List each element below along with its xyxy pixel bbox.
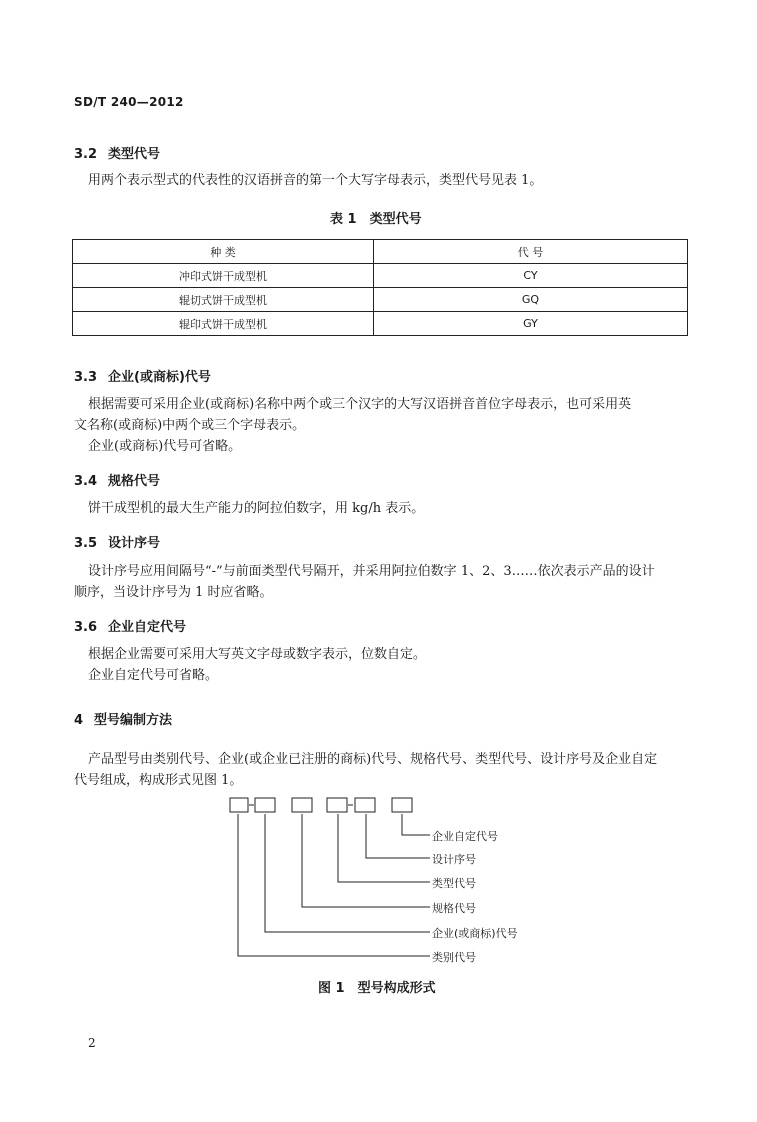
section-3-5-heading <box>74 532 160 551</box>
diagram-label-enterprise-custom: 企业自定代号 <box>432 830 498 843</box>
section-title: 设计序号 <box>108 536 161 551</box>
diagram-label-category: 类别代号 <box>432 951 476 964</box>
section-number: 3.4 <box>74 474 98 489</box>
table-cell-code: GQ <box>374 288 688 312</box>
leader-line-category <box>238 814 430 956</box>
leader-line-enterprise <box>265 814 430 932</box>
section-3-5-line-1: 设计序号应用间隔号“-”与前面类型代号隔开，并采用阿拉伯数字 1、2、3……依次表示产品的设计 <box>88 564 655 579</box>
code-box-design-serial <box>355 798 375 812</box>
table-cell-code: GY <box>374 312 688 336</box>
table-header-code: 代 号 <box>374 240 688 264</box>
section-number: 3.6 <box>74 620 98 635</box>
section-title: 企业自定代号 <box>108 620 187 635</box>
section-4-line-2: 代号组成，构成形式见图 1。 <box>74 773 243 788</box>
table-row <box>73 312 688 336</box>
section-4-line-1: 产品型号由类别代号、企业(或企业已注册的商标)代号、规格代号、类型代号、设计序号及企业自定 <box>88 752 658 767</box>
leader-line-type <box>338 814 430 882</box>
section-3-2-heading <box>74 143 160 162</box>
type-code-table <box>72 239 688 336</box>
code-box-enterprise <box>255 798 275 812</box>
section-3-3-heading <box>74 366 211 385</box>
section-3-6-heading <box>74 616 186 635</box>
section-3-2-text: 用两个表示型式的代表性的汉语拼音的第一个大写字母表示，类型代号见表 1。 <box>88 173 543 188</box>
diagram-label-specification: 规格代号 <box>432 902 476 915</box>
table-header-row <box>73 240 688 264</box>
table-row <box>73 288 688 312</box>
section-3-3-line-1: 根据需要可采用企业(或商标)名称中两个或三个汉字的大写汉语拼音首位字母表示，也可采用英 <box>88 397 632 412</box>
section-3-3-line-2: 文名称(或商标)中两个或三个字母表示。 <box>74 418 306 433</box>
table-header-kind: 种 类 <box>73 240 374 264</box>
leader-line-enterprise-custom <box>402 814 430 835</box>
code-box-type <box>327 798 347 812</box>
table-cell-kind: 辊印式饼干成型机 <box>73 312 374 336</box>
standard-code: SD/T 240—2012 <box>74 95 184 109</box>
section-3-6-line-2: 企业自定代号可省略。 <box>88 668 219 683</box>
diagram-label-design-serial: 设计序号 <box>432 853 476 866</box>
table-cell-kind: 冲印式饼干成型机 <box>73 264 374 288</box>
section-number: 3.5 <box>74 536 98 551</box>
diagram-label-enterprise: 企业(或商标)代号 <box>432 927 518 940</box>
section-title: 规格代号 <box>108 474 161 489</box>
section-number: 3.2 <box>74 147 98 162</box>
leader-line-design-serial <box>366 814 430 858</box>
diagram-label-type: 类型代号 <box>432 877 476 890</box>
table-row <box>73 264 688 288</box>
section-3-5-line-2: 顺序，当设计序号为 1 时应省略。 <box>74 585 273 600</box>
section-3-3-line-3: 企业(或商标)代号可省略。 <box>88 439 242 454</box>
section-3-4-text: 饼干成型机的最大生产能力的阿拉伯数字，用 kg/h 表示。 <box>88 501 425 516</box>
section-title: 型号编制方法 <box>94 713 173 728</box>
section-number: 3.3 <box>74 370 98 385</box>
leader-line-specification <box>302 814 430 907</box>
page-number: 2 <box>88 1036 96 1050</box>
section-number: 4 <box>74 713 84 728</box>
section-title: 类型代号 <box>108 147 161 162</box>
table-cell-code: CY <box>374 264 688 288</box>
section-3-6-line-1: 根据企业需要可采用大写英文字母或数字表示，位数自定。 <box>88 647 427 662</box>
figure-1-caption: 图 1 型号构成形式 <box>318 981 436 996</box>
section-3-4-heading <box>74 470 160 489</box>
code-box-enterprise-custom <box>392 798 412 812</box>
code-box-specification <box>292 798 312 812</box>
section-4-heading <box>74 709 172 728</box>
table-1-caption: 表 1 类型代号 <box>330 212 422 227</box>
section-title: 企业(或商标)代号 <box>108 370 211 385</box>
code-box-category <box>230 798 248 812</box>
table-cell-kind: 辊切式饼干成型机 <box>73 288 374 312</box>
